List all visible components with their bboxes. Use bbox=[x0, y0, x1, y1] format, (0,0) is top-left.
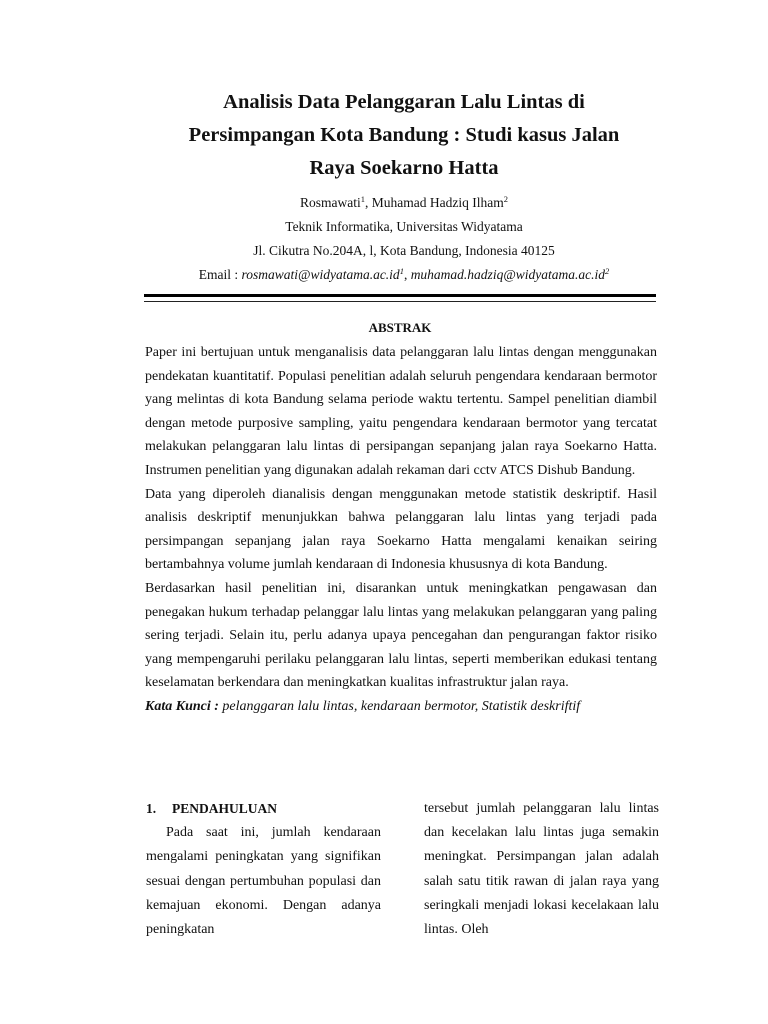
authors-line bbox=[100, 191, 708, 215]
email-affiliation-mark: 1 bbox=[399, 266, 404, 276]
email-label: Email : bbox=[198, 267, 242, 282]
abstract-body bbox=[145, 341, 657, 719]
section-paragraph: tersebut jumlah pelanggaran lalu lintas dan kecelakan lalu lintas juga semakin meningkat. Persimpangan jalan adalah salah satu titik rawan di jalan raya yang seringkali menjadi lokasi kecelakaan lalu lintas. Oleh bbox=[424, 801, 659, 938]
keywords-text: pelanggaran lalu lintas, kendaraan bermotor, Statistik deskriftif bbox=[218, 698, 581, 714]
affiliation: Teknik Informatika, Universitas Widyatama bbox=[285, 219, 523, 234]
column-left bbox=[146, 797, 381, 942]
abstract-paragraph: Paper ini bertujuan untuk menganalisis data pelanggaran lalu lintas dengan menggunakan pendekatan kuantitatif. Populasi penelitian adalah seluruh pengendara kendaraan bermotor yang melintas di kota Bandung selama periode waktu tertentu. Sampel penelitian diambil dengan metode purposive sampling, yaitu pengendara kendaraan bermotor yang tercatat melakukan pelanggaran lalu lintas di persipangan sepanjang jalan raya Soekarno Hatta. Instrumen penelitian yang digunakan adalah rekaman dari cctv ATCS Dishub Bandung. bbox=[145, 345, 657, 478]
author-separator: , bbox=[365, 195, 372, 210]
author-block bbox=[100, 191, 708, 287]
author-affiliation-mark: 1 bbox=[360, 194, 366, 204]
title-line: Persimpangan Kota Bandung : Studi kasus Jalan bbox=[188, 124, 620, 146]
keywords-line bbox=[145, 695, 657, 719]
email-separator: , bbox=[403, 267, 411, 282]
section-title: PENDAHULUAN bbox=[172, 801, 278, 816]
author-name: Rosmawati bbox=[300, 195, 361, 210]
section-paragraph: Pada saat ini, jumlah kendaraan mengalami peningkatan yang signifikan sesuai dengan pertumbuhan populasi dan kemajuan ekonomi. Dengan adanya peningkatan bbox=[146, 825, 381, 938]
abstract-heading: ABSTRAK bbox=[368, 320, 432, 335]
email-link[interactable]: muhamad.hadziq@widyatama.ac.id bbox=[410, 267, 605, 282]
address: Jl. Cikutra No.204A, l, Kota Bandung, Indonesia 40125 bbox=[253, 243, 555, 258]
section-number: 1. bbox=[146, 801, 157, 816]
abstract-paragraph: Berdasarkan hasil penelitian ini, disarankan untuk meningkatkan pengawasan dan penegakan hukum terhadap pelanggar lalu lintas yang melakukan pelanggaran yang paling sering terjadi. Selain itu, perlu adanya upaya pencegahan dan pengurangan faktor risiko yang mempengaruhi perilaku pelanggaran lalu lintas, seperti memberikan edukasi tentang keselamatan berkendara dan meningkatkan kualitas infrastruktur jalan raya. bbox=[145, 580, 657, 691]
author-name: Muhamad Hadziq Ilham bbox=[371, 195, 504, 210]
abstract-paragraph: Data yang diperoleh dianalisis dengan menggunakan metode statistik deskriptif. Hasil analisis deskriptif menunjukkan bahwa pelanggaran lalu lintas yang terjadi pada persimpangan sepanjang jalan raya Soekarno Hatta mengalami kenaikan seiring bertambahnya volume jumlah kendaraan di Indonesia khususnya di kota Bandung. bbox=[145, 486, 657, 573]
title-line: Raya Soekarno Hatta bbox=[309, 157, 499, 179]
header-rule-thin bbox=[144, 301, 656, 302]
paper-title bbox=[120, 86, 688, 185]
column-right bbox=[424, 797, 659, 942]
keywords-label: Kata Kunci : bbox=[145, 698, 219, 714]
email-line bbox=[100, 263, 708, 287]
title-line: Analisis Data Pelanggaran Lalu Lintas di bbox=[223, 91, 585, 113]
section-heading bbox=[146, 797, 381, 821]
email-link[interactable]: rosmawati@widyatama.ac.id bbox=[241, 267, 400, 282]
author-affiliation-mark: 2 bbox=[503, 194, 508, 204]
header-rule-thick bbox=[144, 294, 656, 297]
email-affiliation-mark: 2 bbox=[604, 266, 610, 276]
